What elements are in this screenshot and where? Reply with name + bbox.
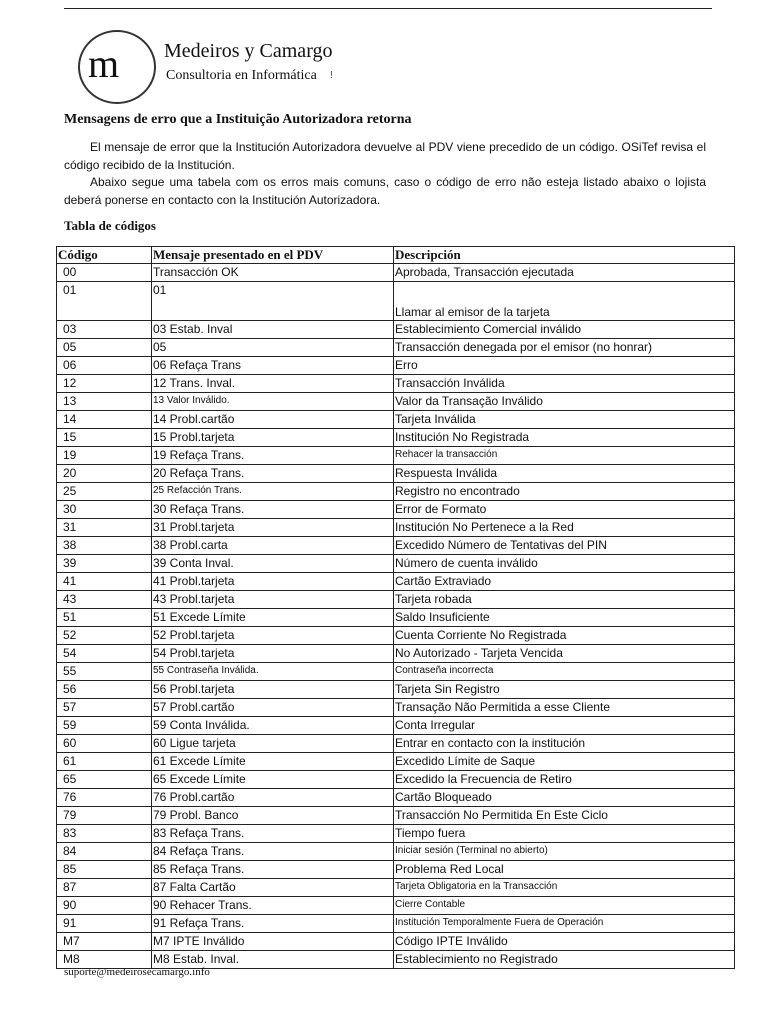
- cell-message: 79 Probl. Banco: [152, 807, 394, 825]
- table-row: [57, 879, 735, 897]
- table-row: [57, 717, 735, 735]
- cell-code: 55: [57, 663, 152, 681]
- footer-email: suporte@medeirosecamargo.info: [64, 966, 210, 978]
- cell-message: 43 Probl.tarjeta: [152, 591, 394, 609]
- cell-message: 90 Rehacer Trans.: [152, 897, 394, 915]
- table-row: [57, 519, 735, 537]
- table-row: [57, 699, 735, 717]
- cell-message: 41 Probl.tarjeta: [152, 573, 394, 591]
- cell-message: 15 Probl.tarjeta: [152, 429, 394, 447]
- cell-description: Institución No Pertenece a la Red: [394, 519, 735, 537]
- cell-message: 83 Refaça Trans.: [152, 825, 394, 843]
- table-row: [57, 393, 735, 411]
- cell-message: 52 Probl.tarjeta: [152, 627, 394, 645]
- cell-message: 39 Conta Inval.: [152, 555, 394, 573]
- cell-message: 19 Refaça Trans.: [152, 447, 394, 465]
- cell-description: Iniciar sesión (Terminal no abierto): [394, 843, 735, 861]
- cell-description: Cartão Bloqueado: [394, 789, 735, 807]
- cell-code: 03: [57, 321, 152, 339]
- cell-message: 91 Refaça Trans.: [152, 915, 394, 933]
- cell-code: 30: [57, 501, 152, 519]
- table-header-row: [57, 247, 735, 264]
- cell-description: Aprobada, Transacción ejecutada: [394, 264, 735, 282]
- table-row: [57, 681, 735, 699]
- table-row: [57, 645, 735, 663]
- cell-description: Cartão Extraviado: [394, 573, 735, 591]
- cell-code: 90: [57, 897, 152, 915]
- cell-message: 56 Probl.tarjeta: [152, 681, 394, 699]
- cell-code: 01: [57, 282, 152, 321]
- cell-message: Transacción OK: [152, 264, 394, 282]
- cell-description: No Autorizado - Tarjeta Vencida: [394, 645, 735, 663]
- table-row: [57, 915, 735, 933]
- cell-code: M7: [57, 933, 152, 951]
- cell-description: Registro no encontrado: [394, 483, 735, 501]
- cell-description: Error de Formato: [394, 501, 735, 519]
- cell-message: 06 Refaça Trans: [152, 357, 394, 375]
- cell-description: Establecimiento no Registrado: [394, 951, 735, 969]
- cell-code: 13: [57, 393, 152, 411]
- table-row: [57, 429, 735, 447]
- cell-description: Tiempo fuera: [394, 825, 735, 843]
- cell-message: M7 IPTE Inválido: [152, 933, 394, 951]
- cell-description: Saldo Insuficiente: [394, 609, 735, 627]
- cell-message: 61 Excede Límite: [152, 753, 394, 771]
- cell-message: 12 Trans. Inval.: [152, 375, 394, 393]
- cell-code: 61: [57, 753, 152, 771]
- cell-description: Transacción denegada por el emisor (no honrar): [394, 339, 735, 357]
- header-description: Descripción: [394, 247, 735, 264]
- table-row: [57, 771, 735, 789]
- cell-code: 56: [57, 681, 152, 699]
- table-row: [57, 465, 735, 483]
- table-row: [57, 447, 735, 465]
- table-row: [57, 555, 735, 573]
- cell-code: 00: [57, 264, 152, 282]
- cell-message: 30 Refaça Trans.: [152, 501, 394, 519]
- cell-code: 60: [57, 735, 152, 753]
- cell-message: 84 Refaça Trans.: [152, 843, 394, 861]
- logo-tick: !: [330, 70, 333, 81]
- cell-code: M8: [57, 951, 152, 969]
- cell-description: Erro: [394, 357, 735, 375]
- cell-code: 41: [57, 573, 152, 591]
- cell-code: 51: [57, 609, 152, 627]
- cell-description: Llamar al emisor de la tarjeta: [394, 282, 735, 321]
- table-row: [57, 501, 735, 519]
- table-row: [57, 573, 735, 591]
- cell-code: 06: [57, 357, 152, 375]
- cell-code: 87: [57, 879, 152, 897]
- table-row: [57, 933, 735, 951]
- cell-message: 60 Ligue tarjeta: [152, 735, 394, 753]
- cell-description: Tarjeta Obligatoria en la Transacción: [394, 879, 735, 897]
- cell-code: 85: [57, 861, 152, 879]
- cell-description: Problema Red Local: [394, 861, 735, 879]
- cell-description: Transação Não Permitida a esse Cliente: [394, 699, 735, 717]
- cell-code: 57: [57, 699, 152, 717]
- cell-code: 52: [57, 627, 152, 645]
- top-rule: [64, 8, 712, 9]
- cell-code: 91: [57, 915, 152, 933]
- table-row: [57, 663, 735, 681]
- cell-message: 03 Estab. Inval: [152, 321, 394, 339]
- table-row: [57, 789, 735, 807]
- table-row: [57, 897, 735, 915]
- table-row: [57, 264, 735, 282]
- table-row: [57, 357, 735, 375]
- company-subtitle: Consultoria en Informática: [166, 68, 317, 83]
- company-name: Medeiros y Camargo: [164, 40, 333, 62]
- table-row: [57, 735, 735, 753]
- cell-description: Conta Irregular: [394, 717, 735, 735]
- table-row: [57, 591, 735, 609]
- cell-code: 59: [57, 717, 152, 735]
- cell-code: 19: [57, 447, 152, 465]
- cell-message: 05: [152, 339, 394, 357]
- cell-message: 13 Valor Inválido.: [152, 393, 394, 411]
- logo-mark: m: [88, 41, 120, 86]
- cell-message: 14 Probl.cartão: [152, 411, 394, 429]
- cell-message: 85 Refaça Trans.: [152, 861, 394, 879]
- cell-code: 54: [57, 645, 152, 663]
- table-row: [57, 861, 735, 879]
- table-row: [57, 537, 735, 555]
- cell-description: Excedido la Frecuencia de Retiro: [394, 771, 735, 789]
- header-message: Mensaje presentado en el PDV: [152, 247, 394, 264]
- table-row: [57, 753, 735, 771]
- table-row: [57, 609, 735, 627]
- error-codes-table: [56, 246, 735, 969]
- cell-description: Respuesta Inválida: [394, 465, 735, 483]
- cell-message: 65 Excede Límite: [152, 771, 394, 789]
- cell-code: 79: [57, 807, 152, 825]
- cell-code: 65: [57, 771, 152, 789]
- cell-message: 01: [152, 282, 394, 321]
- cell-description: Tarjeta robada: [394, 591, 735, 609]
- cell-code: 25: [57, 483, 152, 501]
- cell-description: Contraseña incorrecta: [394, 663, 735, 681]
- cell-description: Código IPTE Inválido: [394, 933, 735, 951]
- table-row: [57, 411, 735, 429]
- cell-message: 57 Probl.cartão: [152, 699, 394, 717]
- cell-description: Número de cuenta inválido: [394, 555, 735, 573]
- cell-message: 38 Probl.carta: [152, 537, 394, 555]
- cell-code: 43: [57, 591, 152, 609]
- cell-description: Tarjeta Inválida: [394, 411, 735, 429]
- table-row: [57, 825, 735, 843]
- cell-description: Entrar en contacto con la institución: [394, 735, 735, 753]
- cell-code: 20: [57, 465, 152, 483]
- cell-code: 38: [57, 537, 152, 555]
- company-logo: [72, 26, 352, 106]
- cell-message: M8 Estab. Inval.: [152, 951, 394, 969]
- cell-code: 14: [57, 411, 152, 429]
- table-row: [57, 483, 735, 501]
- cell-code: 39: [57, 555, 152, 573]
- cell-description: Cierre Contable: [394, 897, 735, 915]
- cell-description: Institución No Registrada: [394, 429, 735, 447]
- table-row: [57, 321, 735, 339]
- cell-description: Transacción No Permitida En Este Ciclo: [394, 807, 735, 825]
- cell-code: 76: [57, 789, 152, 807]
- cell-description: Institución Temporalmente Fuera de Operación: [394, 915, 735, 933]
- cell-message: 55 Contraseña Inválida.: [152, 663, 394, 681]
- cell-description: Tarjeta Sin Registro: [394, 681, 735, 699]
- table-body: [57, 264, 735, 969]
- cell-description: Valor da Transação Inválido: [394, 393, 735, 411]
- table-row: [57, 807, 735, 825]
- header-code: Código: [57, 247, 152, 264]
- cell-description: Cuenta Corriente No Registrada: [394, 627, 735, 645]
- table-row: [57, 282, 735, 321]
- cell-message: 54 Probl.tarjeta: [152, 645, 394, 663]
- cell-message: 76 Probl.cartão: [152, 789, 394, 807]
- cell-message: 31 Probl.tarjeta: [152, 519, 394, 537]
- cell-description: Rehacer la transacción: [394, 447, 735, 465]
- cell-description: Excedido Número de Tentativas del PIN: [394, 537, 735, 555]
- cell-message: 20 Refaça Trans.: [152, 465, 394, 483]
- cell-code: 83: [57, 825, 152, 843]
- table-row: [57, 375, 735, 393]
- cell-message: 25 Refacción Trans.: [152, 483, 394, 501]
- cell-description: Excedido Límite de Saque: [394, 753, 735, 771]
- table-title: Tabla de códigos: [64, 218, 156, 233]
- cell-code: 15: [57, 429, 152, 447]
- cell-code: 84: [57, 843, 152, 861]
- cell-code: 12: [57, 375, 152, 393]
- page-title: Mensagens de erro que a Instituição Autorizadora retorna: [64, 112, 412, 127]
- cell-message: 87 Falta Cartão: [152, 879, 394, 897]
- cell-code: 05: [57, 339, 152, 357]
- table-row: [57, 843, 735, 861]
- intro-text: [64, 139, 706, 209]
- table-row: [57, 339, 735, 357]
- cell-message: 51 Excede Límite: [152, 609, 394, 627]
- cell-code: 31: [57, 519, 152, 537]
- intro-paragraph-1: El mensaje de error que la Institución Autorizadora devuelve al PDV viene precedido de un código. OSiTef revisa el código recibido de la Institución.: [64, 140, 706, 172]
- cell-message: 59 Conta Inválida.: [152, 717, 394, 735]
- table-row: [57, 627, 735, 645]
- cell-description: Transacción Inválida: [394, 375, 735, 393]
- intro-paragraph-2: Abaixo segue uma tabela com os erros mais comuns, caso o código de erro não esteja listado abaixo o lojista deberá ponerse en contacto con la Institución Autorizadora.: [64, 175, 706, 207]
- cell-description: Establecimiento Comercial inválido: [394, 321, 735, 339]
